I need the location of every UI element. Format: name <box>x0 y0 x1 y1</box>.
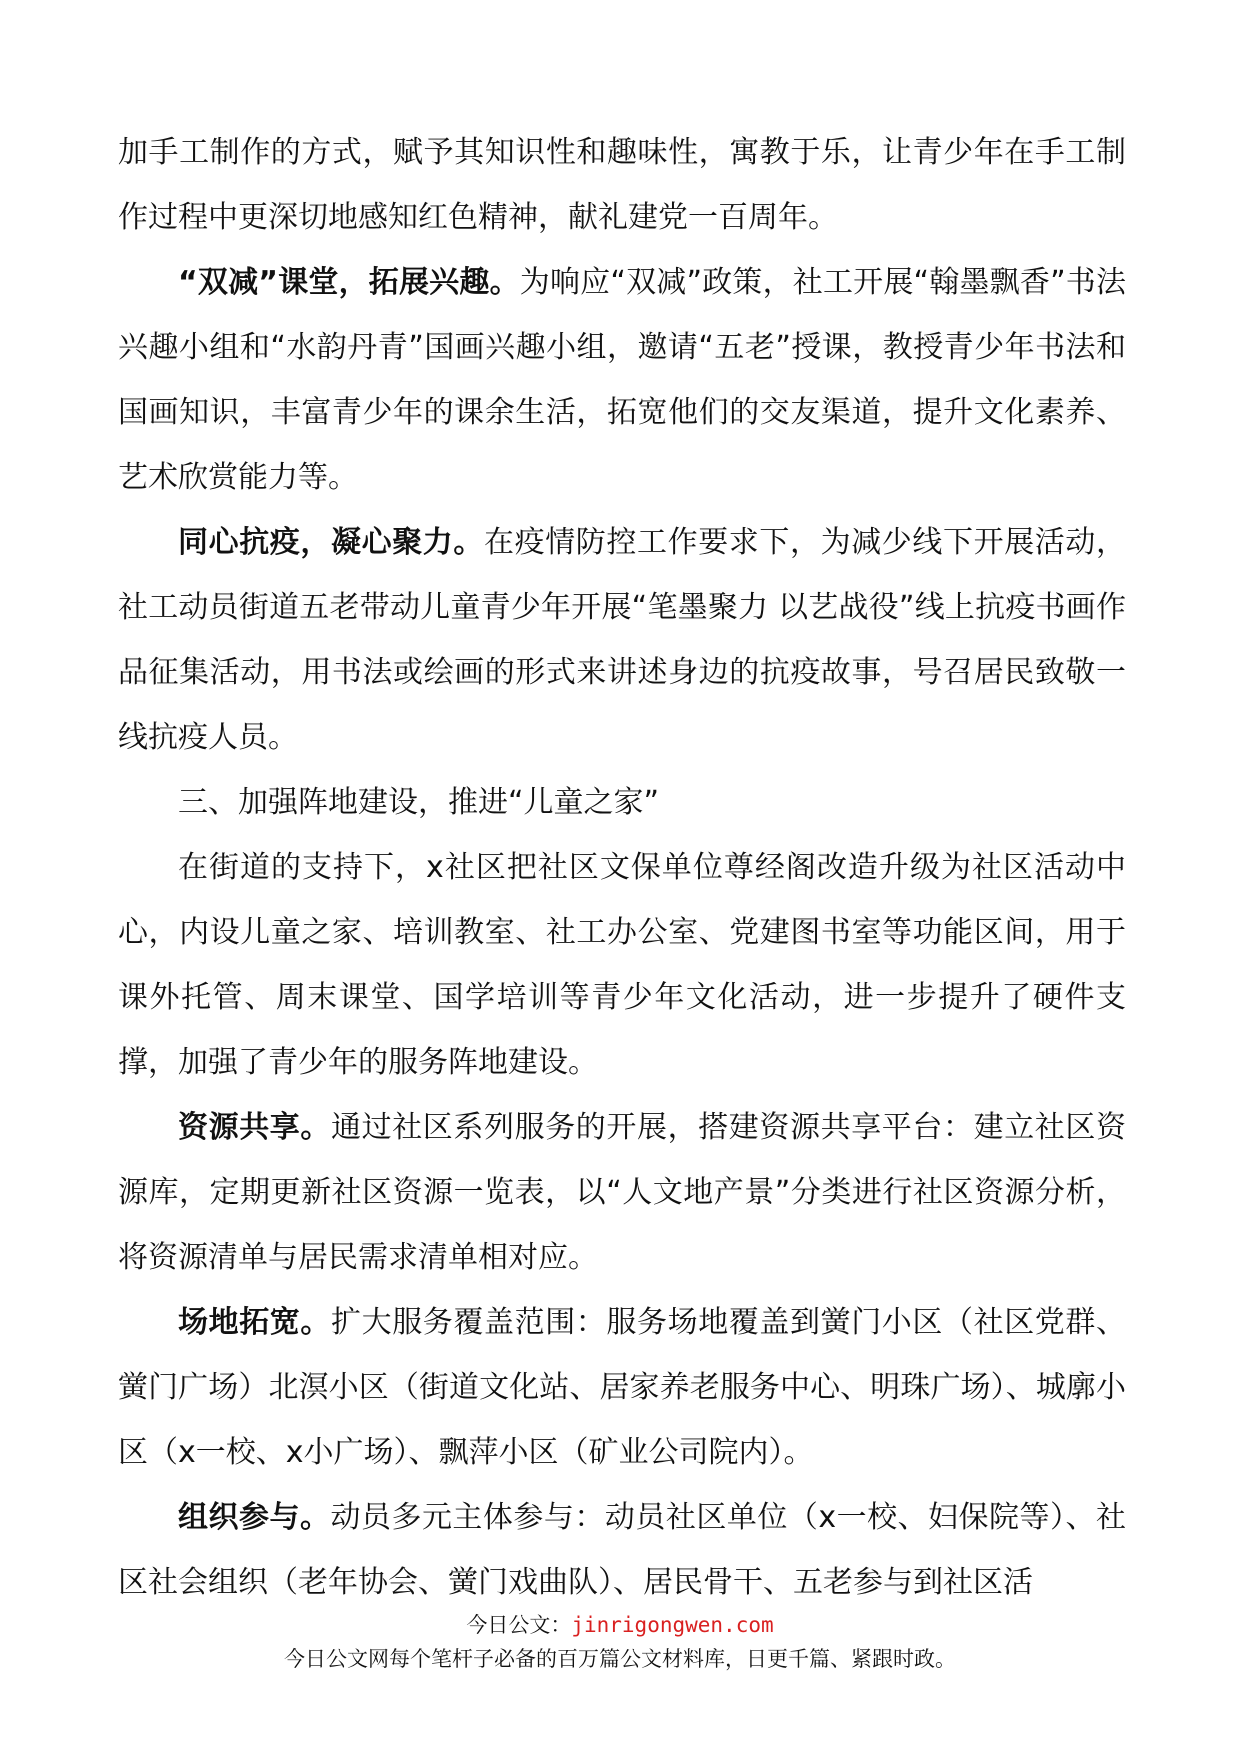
paragraph-1-text: 加手工制作的方式，赋予其知识性和趣味性，寓教于乐，让青少年在手工制作过程中更深切地感知红色精神，献礼建党一百周年。 <box>118 135 1126 235</box>
paragraph-2 <box>118 250 1126 510</box>
section-heading-3 <box>118 770 1126 835</box>
paragraph-6-heading: 资源共享。 <box>178 1110 331 1145</box>
paragraph-7 <box>118 1290 1126 1485</box>
footer-url-link[interactable]: jinrigongwen.com <box>571 1613 774 1637</box>
section-heading-3-text: 三、加强阵地建设，推进“儿童之家” <box>178 785 660 820</box>
document-body <box>118 120 1126 1615</box>
paragraph-3-text: 在疫情防控工作要求下，为减少线下开展活动，社工动员街道五老带动儿童青少年开展“笔墨聚力 以艺战役”线上抗疫书画作品征集活动，用书法或绘画的形式来讲述身边的抗疫故事，号召居民致敬一线抗疫人员。 <box>118 525 1126 755</box>
paragraph-2-text: 为响应“双减”政策，社工开展“翰墨飘香”书法兴趣小组和“水韵丹青”国画兴趣小组，邀请“五老”授课，教授青少年书法和国画知识，丰富青少年的课余生活，拓宽他们的交友渠道，提升文化素养、艺术欣赏能力等。 <box>118 265 1126 495</box>
paragraph-3 <box>118 510 1126 770</box>
paragraph-5 <box>118 835 1126 1095</box>
paragraph-2-heading: “双减”课堂，拓展兴趣。 <box>178 265 520 300</box>
paragraph-8-text: 动员多元主体参与：动员社区单位（x一校、妇保院等）、社区社会组织（老年协会、黉门戏曲队）、居民骨干、五老参与到社区活 <box>118 1500 1126 1600</box>
paragraph-3-heading: 同心抗疫，凝心聚力。 <box>178 525 484 560</box>
paragraph-6-text: 通过社区系列服务的开展，搭建资源共享平台：建立社区资源库，定期更新社区资源一览表，以“人文地产景”分类进行社区资源分析，将资源清单与居民需求清单相对应。 <box>118 1110 1126 1275</box>
paragraph-7-heading: 场地拓宽。 <box>178 1305 331 1340</box>
footer-slogan: 今日公文网每个笔杆子必备的百万篇公文材料库，日更千篇、紧跟时政。 <box>284 1647 956 1671</box>
footer-source <box>0 1609 1240 1639</box>
paragraph-5-text: 在街道的支持下，x社区把社区文保单位尊经阁改造升级为社区活动中心，内设儿童之家、培训教室、社工办公室、党建图书室等功能区间，用于课外托管、周末课堂、国学培训等青少年文化活动，进一步提升了硬件支撑，加强了青少年的服务阵地建设。 <box>118 850 1126 1080</box>
footer-prefix: 今日公文： <box>466 1613 572 1637</box>
paragraph-8-heading: 组织参与。 <box>178 1500 331 1535</box>
paragraph-7-text: 扩大服务覆盖范围：服务场地覆盖到黉门小区（社区党群、黉门广场）北溟小区（街道文化站、居家养老服务中心、明珠广场）、城廓小区（x一校、x小广场）、飘萍小区（矿业公司院内）。 <box>118 1305 1126 1470</box>
paragraph-6 <box>118 1095 1126 1290</box>
paragraph-8 <box>118 1485 1126 1615</box>
paragraph-1 <box>118 120 1126 250</box>
